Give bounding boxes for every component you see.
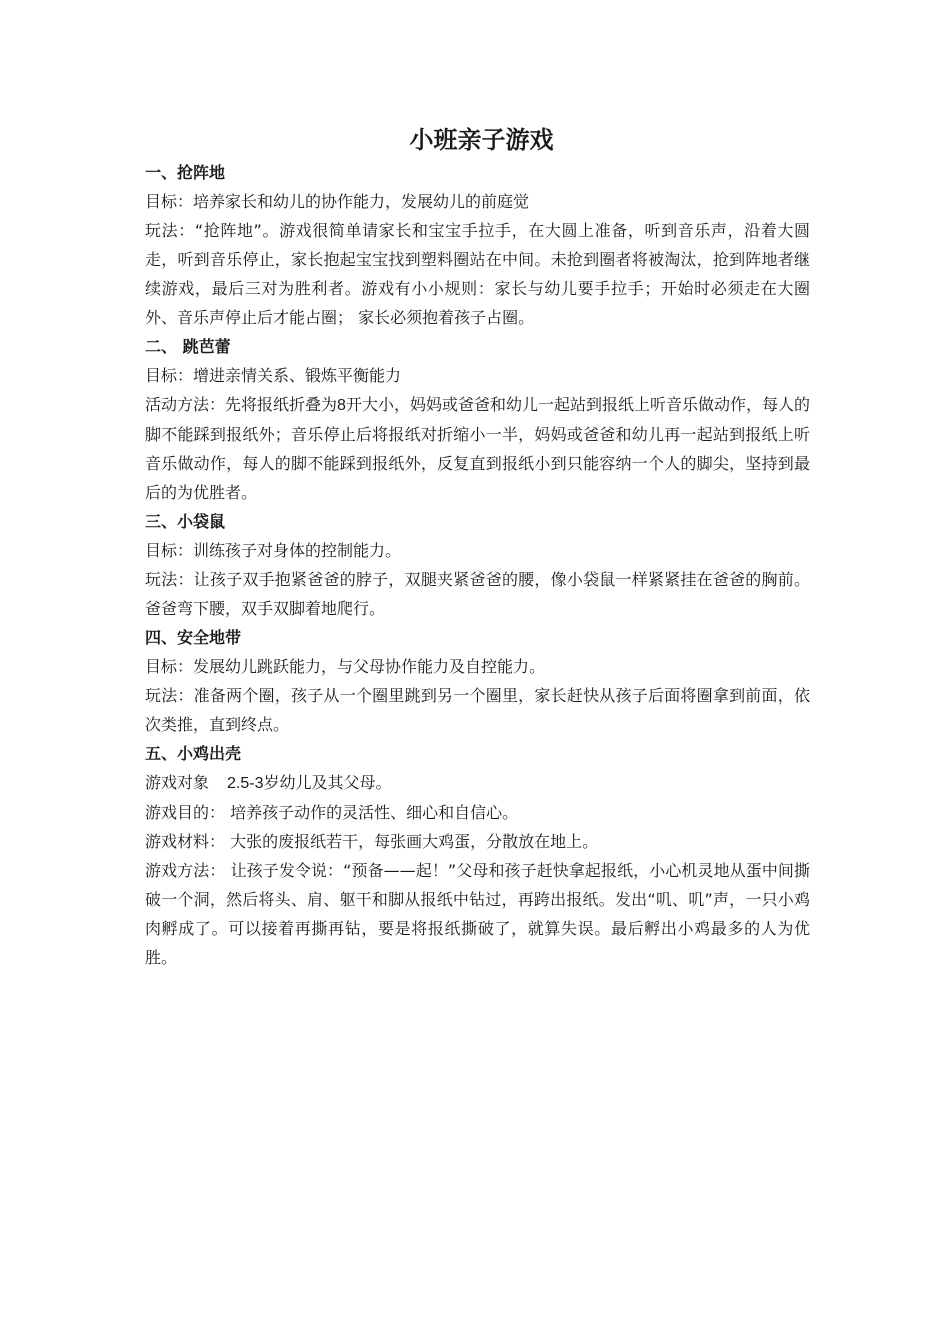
section-goal: 目标：训练孩子对身体的控制能力。 — [145, 541, 402, 560]
play-suffix: 开大小，妈妈或爸爸和幼儿一起站到报纸上听音乐做动作，每人的脚不能踩到报纸外；音乐停止后将报纸对折缩小一半，妈妈或爸爸和幼儿再一起站到报纸上听音乐做动作，每人的脚不能踩到报纸外，反复直到报纸小到只能容纳一个人的脚尖，坚持到最后的为优胜者。 — [145, 395, 810, 502]
section-heading: 一、抢阵地 — [145, 163, 226, 182]
game-purpose: 游戏目的： 培养孩子动作的灵活性、细心和自信心。 — [145, 803, 519, 822]
game-target-row — [145, 768, 810, 798]
section-heading: 二、 跳芭蕾 — [145, 337, 231, 356]
section-heading: 五、小鸡出壳 — [145, 744, 242, 763]
document-title: 小班亲子游戏 — [409, 126, 554, 154]
section-heading: 四、安全地带 — [145, 628, 242, 647]
game-target-label: 游戏对象 — [145, 773, 210, 792]
play-prefix: 活动方法：先将报纸折叠为 — [145, 395, 338, 414]
section-play — [145, 390, 810, 507]
section-goal: 目标：发展幼儿跳跃能力，与父母协作能力及自控能力。 — [145, 657, 546, 676]
game-target-number: 2.5-3 — [227, 775, 264, 792]
game-method: 游戏方法： 让孩子发令说：“预备——起！”父母和孩子赶快拿起报纸，小心机灵地从蛋中间撕破一个洞，然后将头、肩、躯干和脚从报纸中钻过，再跨出报纸。发出“叽、叽”声，一只小鸡肉孵成了。可以接着再撕再钻，要是将报纸撕破了，就算失误。最后孵出小鸡最多的人为优胜。 — [145, 861, 810, 967]
game-target-text: 岁幼儿及其父母。 — [263, 773, 392, 792]
document-page — [145, 118, 810, 972]
section-play: 玩法：准备两个圈，孩子从一个圈里跳到另一个圈里，家长赶快从孩子后面将圈拿到前面，依次类推，直到终点。 — [145, 686, 810, 734]
section-goal: 目标：培养家长和幼儿的协作能力，发展幼儿的前庭觉 — [145, 192, 530, 211]
section-heading: 三、小袋鼠 — [145, 512, 226, 531]
section-play: 玩法：“抢阵地”。游戏很简单请家长和宝宝手拉手，在大圆上准备，听到音乐声，沿着大圆走，听到音乐停止，家长抱起宝宝找到塑料圈站在中间。未抢到圈者将被淘汰，抢到阵地者继续游戏，最后三对为胜利者。游戏有小小规则：家长与幼儿要手拉手；开始时必须走在大圈外、音乐声停止后才能占圈； 家长必须抱着孩子占圈。 — [145, 221, 810, 327]
game-materials: 游戏材料： 大张的废报纸若干，每张画大鸡蛋，分散放在地上。 — [145, 832, 599, 851]
play-number: 8 — [337, 397, 346, 414]
section-play: 玩法：让孩子双手抱紧爸爸的脖子，双腿夹紧爸爸的腰，像小袋鼠一样紧紧挂在爸爸的胸前。爸爸弯下腰，双手双脚着地爬行。 — [145, 570, 810, 618]
section-goal: 目标：增进亲情关系、锻炼平衡能力 — [145, 366, 402, 385]
